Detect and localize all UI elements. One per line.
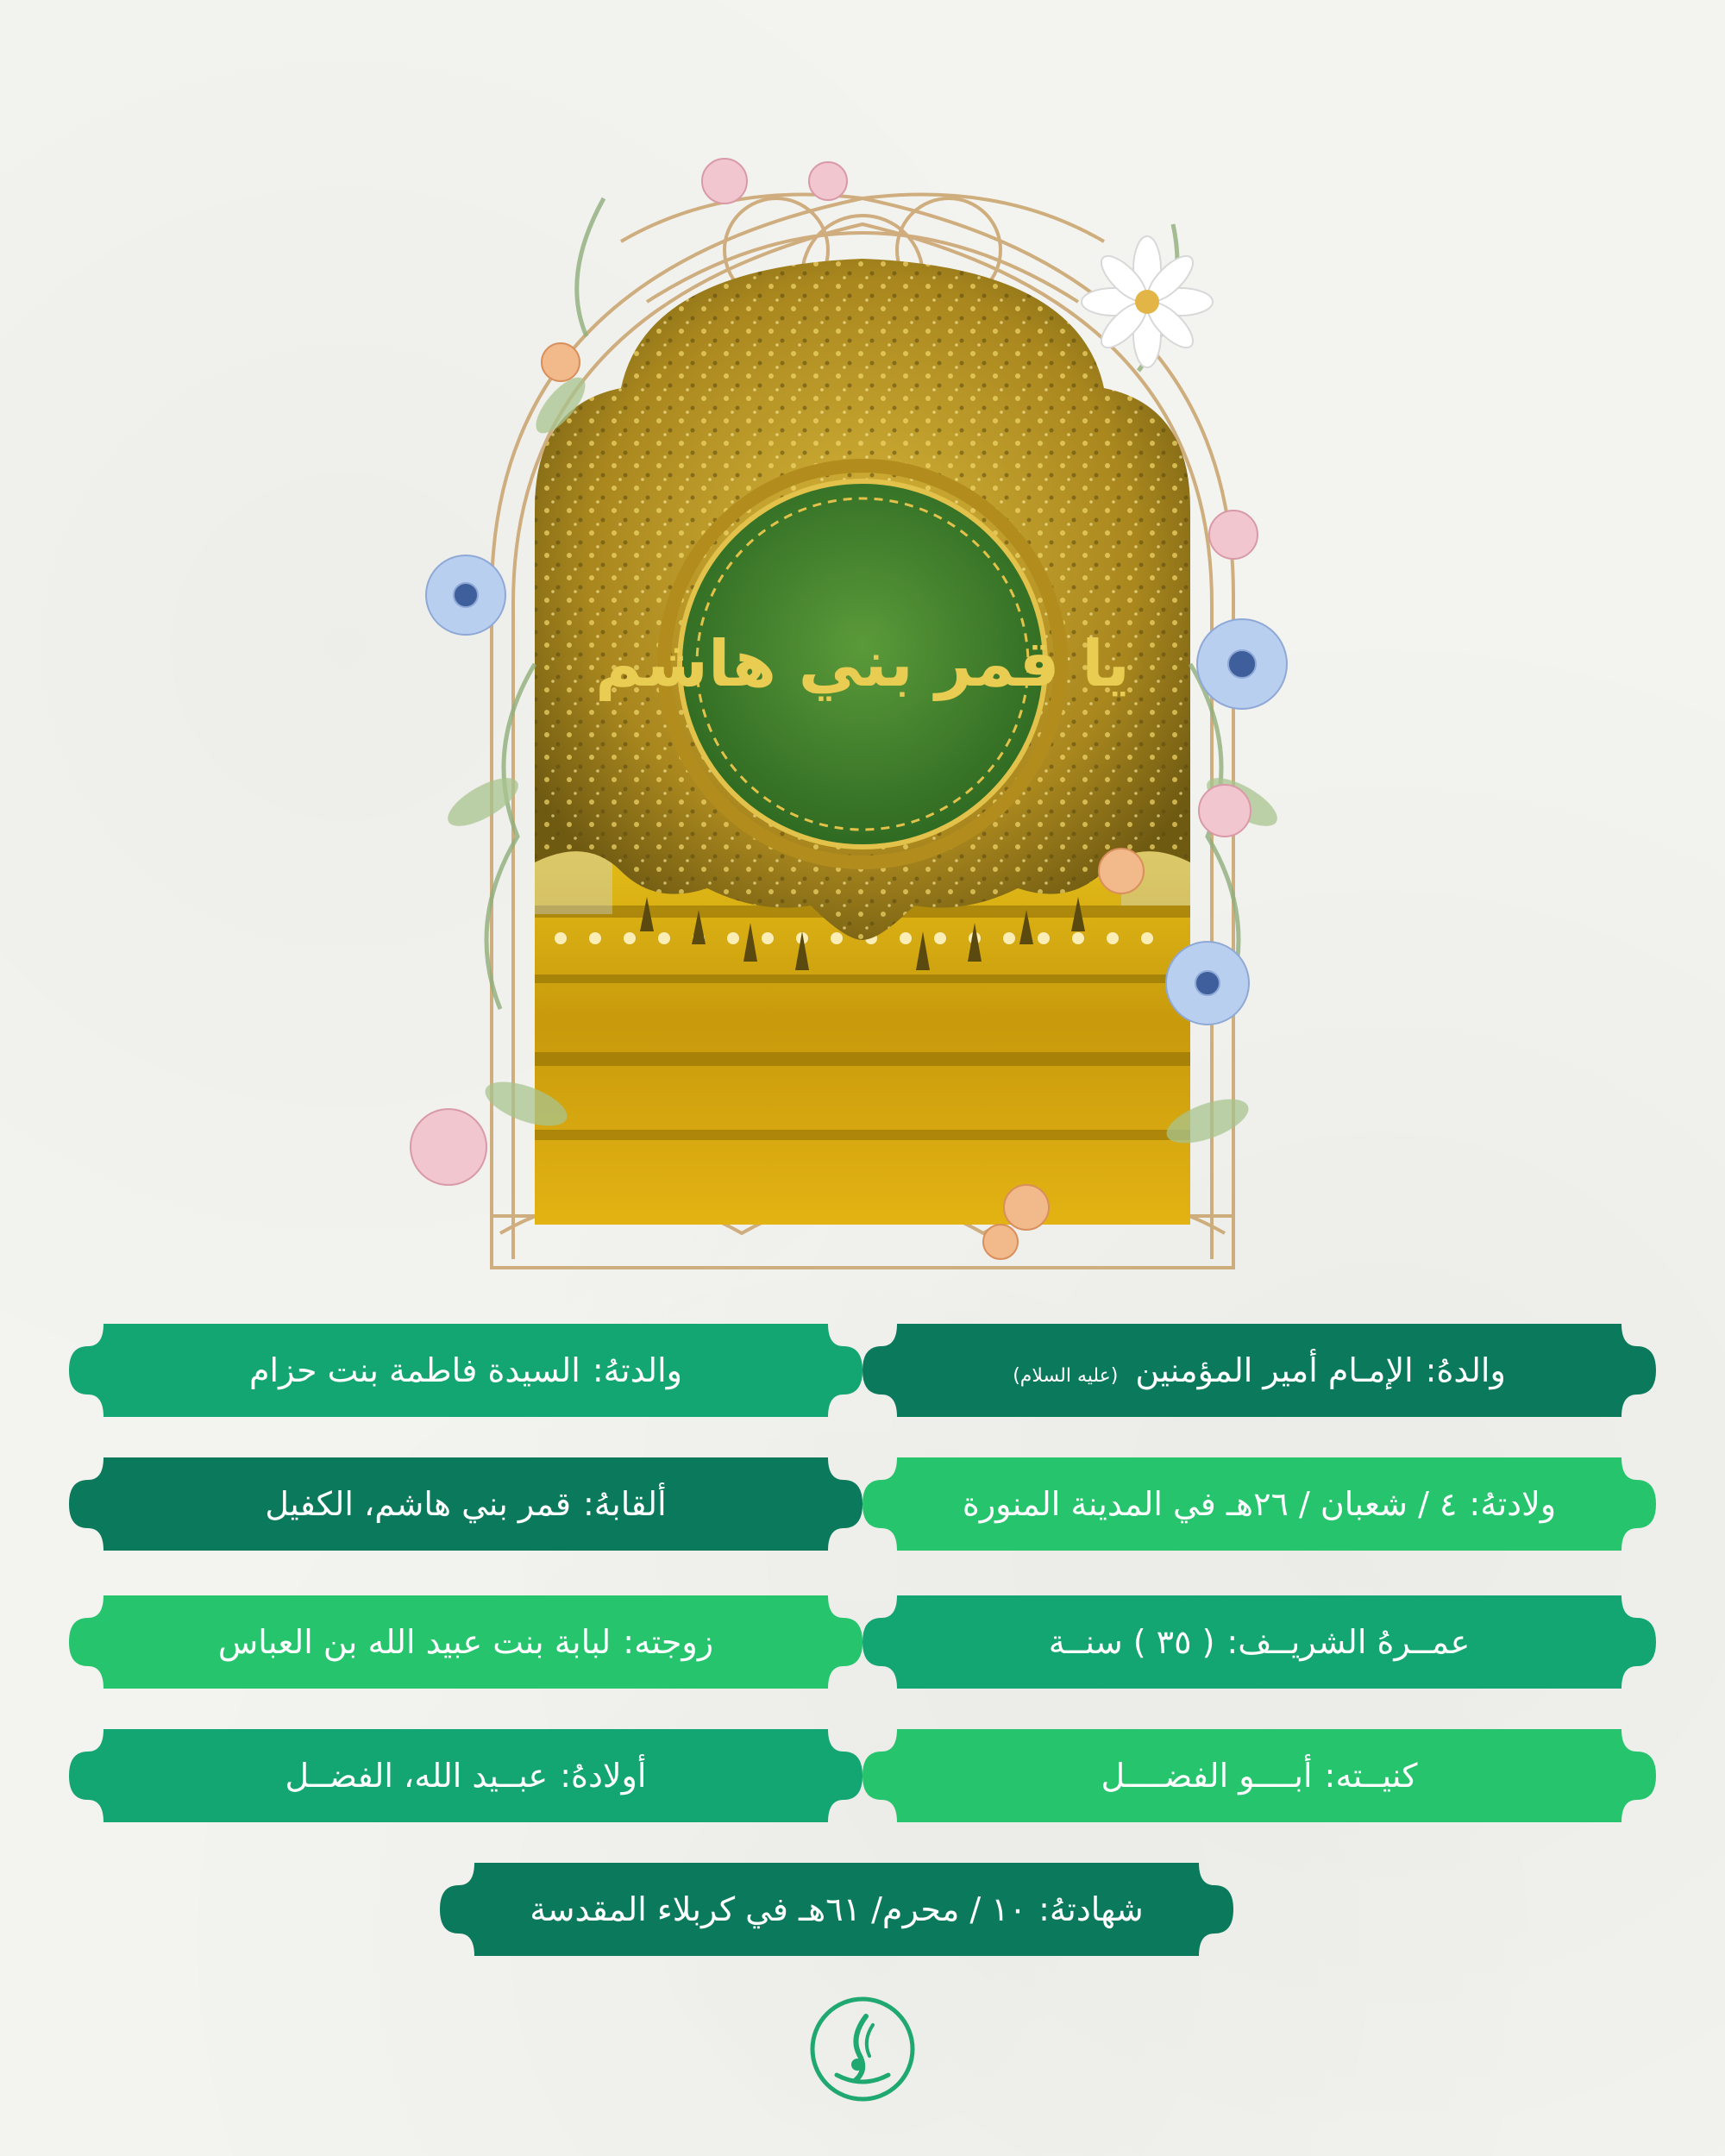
- card-age: [862, 1595, 1656, 1689]
- children-value: عبــيد الله، الفضــل: [285, 1757, 549, 1795]
- father-value: الإمـام أمير المؤمنين: [1135, 1351, 1414, 1389]
- emblem-calligraphy: يا قمر بني هاشم: [595, 627, 1130, 701]
- card-father: [862, 1324, 1656, 1417]
- card-martyrdom: [440, 1863, 1233, 1956]
- wife-value: لبابة بنت عبيد الله بن العباس: [217, 1623, 612, 1661]
- mother-value: السيدة فاطمة بنت حزام: [249, 1351, 580, 1389]
- card-birth: [862, 1457, 1656, 1551]
- kunya-label: كنيــته:: [1324, 1757, 1418, 1795]
- card-mother: [69, 1324, 862, 1417]
- titles-label: ألقابهُ:: [582, 1485, 667, 1523]
- card-kunya: [862, 1729, 1656, 1822]
- father-label: والدهُ:: [1425, 1351, 1506, 1389]
- martyrdom-value: ١٠ / محرم/ ٦١هـ في كربلاء المقدسة: [530, 1890, 1027, 1928]
- card-titles: [69, 1457, 862, 1551]
- mother-label: والدتهُ:: [592, 1351, 683, 1389]
- kunya-value: أبــــو الفضــــل: [1101, 1757, 1313, 1795]
- father-honorific: (عليه السلام): [1013, 1365, 1119, 1387]
- age-value: ( ٣٥ ) سنــة: [1048, 1623, 1215, 1661]
- card-children: [69, 1729, 862, 1822]
- logo-icon: [806, 1992, 919, 2106]
- wife-label: زوجته:: [623, 1623, 714, 1661]
- card-wife: [69, 1595, 862, 1689]
- birth-value: ٤ / شعبان / ٢٦هـ في المدينة المنورة: [962, 1485, 1458, 1523]
- age-label: عمــرهُ الشريــف:: [1226, 1623, 1471, 1661]
- birth-label: ولادتهُ:: [1469, 1485, 1557, 1523]
- titles-value: قمر بني هاشم، الكفيل: [265, 1485, 571, 1523]
- children-label: أولادهُ:: [560, 1757, 647, 1795]
- hero-illustration: [362, 147, 1363, 1302]
- martyrdom-label: شهادتهُ:: [1038, 1890, 1144, 1928]
